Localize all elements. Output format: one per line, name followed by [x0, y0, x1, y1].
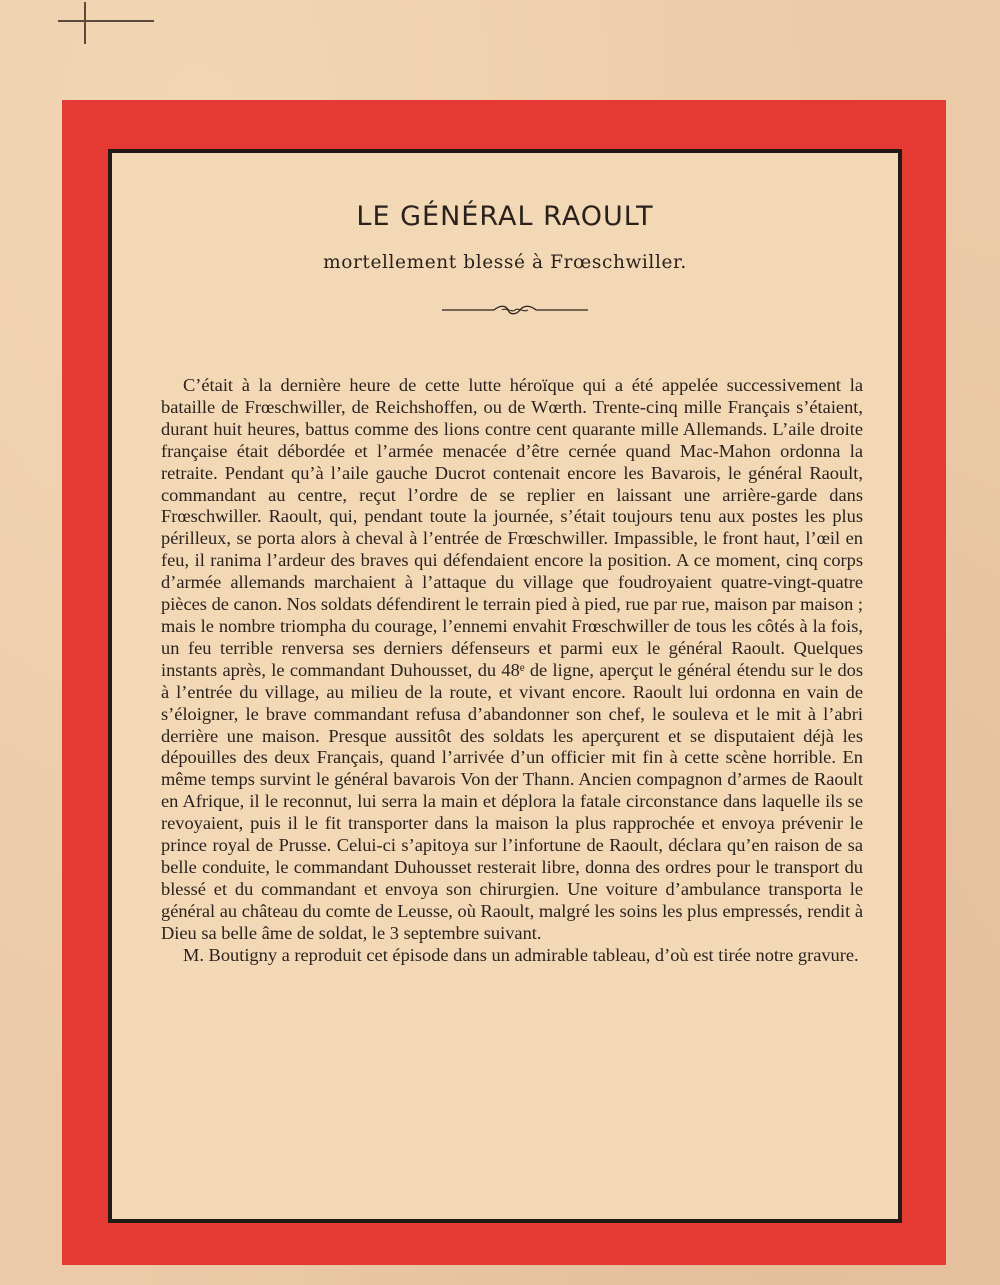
ornament-divider: [442, 303, 588, 317]
page-subtitle: mortellement blessé à Frœschwiller.: [323, 252, 687, 273]
text-frame: [108, 149, 902, 1223]
crop-mark: [84, 2, 86, 44]
article-body: [161, 375, 863, 966]
crop-mark: [58, 20, 154, 22]
paragraph: M. Boutigny a reproduit cet épisode dans un admirable tableau, d’où est tirée notre gravure.: [183, 944, 859, 965]
paragraph: C’était à la dernière heure de cette lutte héroïque qui a été appelée successivement la bataille de Frœschwiller, de Reichshoffen, ou de Wœrth. Trente-cinq mille Français s’étaient, durant huit heures, battus comme des lions contre cent quarante mille Allemands. L’aile droite française était débordée et l’armée menacée d’être cernée quand Mac-Mahon ordonna la retraite. Pendant qu’à l’aile gauche Ducrot contenait encore les Bavarois, le général Raoult, commandant au centre, reçut l’ordre de se replier en laissant une arrière-garde dans Frœschwiller. Raoult, qui, pendant toute la journée, s’était toujours tenu aux postes les plus périlleux, se porta alors à cheval à l’entrée de Frœschwiller. Impassible, le front haut, l’œil en feu, il ranima l’ardeur des braves qui défendaient encore la position. A ce moment, cinq corps d’armée allemands marchaient à l’attaque du village que foudroyaient quatre-vingt-quatre pièces de canon. Nos soldats défendirent le terrain pied à pied, rue par rue, maison par maison ; mais le nombre triompha du courage, l’ennemi envahit Frœschwiller de tous les côtés à la fois, un feu terrible renversa ses derniers défenseurs et parmi eux le général Raoult. Quelques instants après, le commandant Duhousset, du 48ᵉ de ligne, aperçut le général étendu sur le dos à l’entrée du village, au milieu de la route, et vivant encore. Raoult lui ordonna en vain de s’éloigner, le brave commandant refusa d’abandonner son chef, le souleva et le mit à l’abri derrière une maison. Presque aussitôt des soldats les aperçurent et se disputaient déjà les dépouilles des deux Français, quand l’arrivée d’un officier mit fin à cette scène horrible. En même temps survint le général bavarois Von der Thann. Ancien compagnon d’armes de Raoult en Afrique, il le reconnut, lui serra la main et déplora la fatale circonstance dans laquelle ils se revoyaient, puis il le fit transporter dans la maison la plus rapprochée et envoya prévenir le prince royal de Prusse. Celui-ci s’apitoya sur l’infortune de Raoult, déclara qu’en raison de sa belle conduite, le commandant Duhousset resterait libre, donna des ordres pour le transport du blessé et du commandant et envoya son chirurgien. Une voiture d’ambulance transporta le général au château du comte de Leusse, où Raoult, malgré les soins les plus empressés, rendit à Dieu sa belle âme de soldat, le 3 septembre suivant.: [161, 375, 863, 943]
page-title: LE GÉNÉRAL RAOULT: [356, 201, 654, 232]
